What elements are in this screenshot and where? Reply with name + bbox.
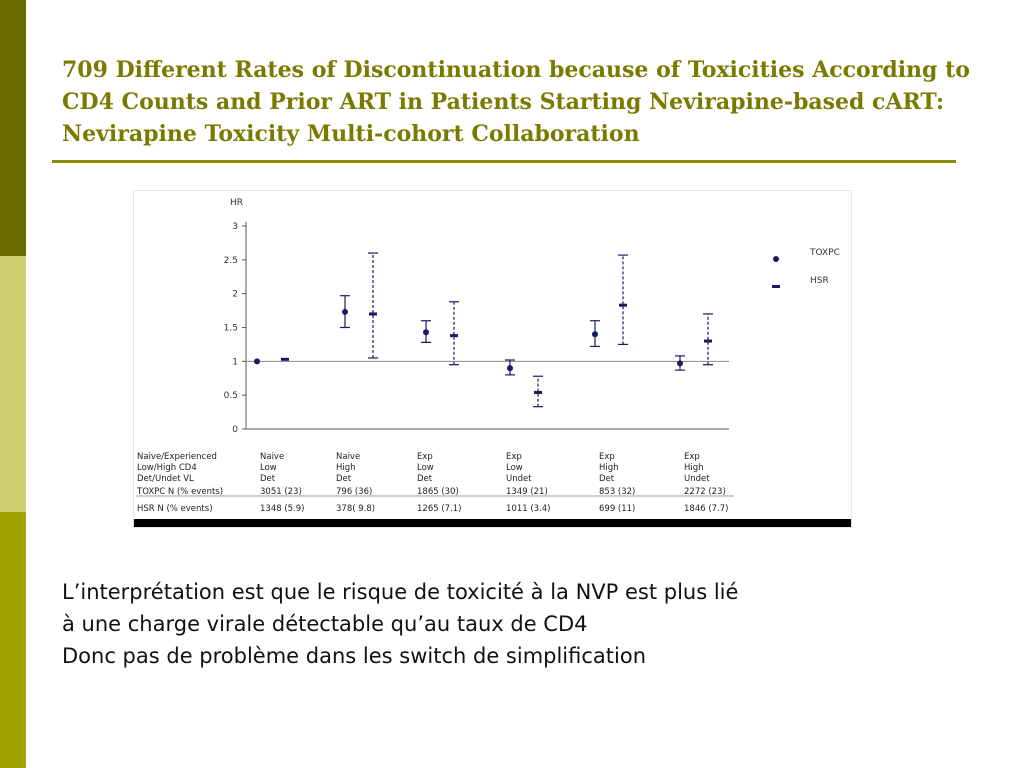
y-tick-label: 2 <box>232 289 238 300</box>
body-text <box>62 576 962 672</box>
table-cell: 853 (32) <box>599 487 636 497</box>
y-tick-label: 0 <box>232 425 238 435</box>
sidebar-band-top <box>0 0 26 256</box>
table-cell: 699 (11) <box>599 504 636 514</box>
table-cell: Exp <box>684 452 700 462</box>
y-tick-label: 1.5 <box>223 323 238 334</box>
toxpc-point <box>254 358 260 364</box>
y-axis-label: HR <box>230 198 244 208</box>
table-row-label: Det/Undet VL <box>137 474 194 484</box>
table-cell: 2272 (23) <box>684 487 726 497</box>
title-divider <box>52 160 956 163</box>
table-cell: Undet <box>684 474 710 484</box>
table-row-label: HSR N (% events) <box>137 504 213 514</box>
toxpc-point <box>507 365 513 371</box>
body-line-3: Donc pas de problème dans les switch de simplification <box>62 644 647 668</box>
table-cell: 1265 (7.1) <box>417 504 462 514</box>
table-row-label: Low/High CD4 <box>137 463 197 473</box>
y-tick-label: 1 <box>232 357 238 368</box>
table-cell: Low <box>260 463 277 473</box>
hsr-point <box>619 304 627 307</box>
body-line-1: L’interprétation est que le risque de toxicité à la NVP est plus lié <box>62 580 739 604</box>
legend-toxpc-label: TOXPC <box>810 248 840 258</box>
table-cell: 378( 9.8) <box>336 504 376 514</box>
sidebar-band-middle <box>0 256 26 512</box>
legend-hsr-label: HSR <box>810 276 829 286</box>
table-cell: High <box>599 463 619 473</box>
slide-title: 709 Different Rates of Discontinuation because of Toxicities According to CD4 Counts and Prior ART in Patients Starting Nevirapine-based cART: Nevirapine Toxicity Multi-cohort Collaboration <box>62 57 970 147</box>
table-cell: 1846 (7.7) <box>684 504 729 514</box>
table-cell: Det <box>417 474 433 484</box>
table-cell: Naive <box>260 452 285 462</box>
legend-hsr-marker <box>772 285 780 288</box>
hsr-point <box>281 358 289 361</box>
table-cell: Det <box>336 474 352 484</box>
table-cell: High <box>684 463 704 473</box>
body-line-2: à une charge virale détectable qu’au taux de CD4 <box>62 612 588 636</box>
toxpc-point <box>677 360 683 366</box>
table-cell: Exp <box>506 452 522 462</box>
table-row-label: Naive/Experienced <box>137 452 217 462</box>
table-cell: Det <box>260 474 276 484</box>
table-cell: 1011 (3.4) <box>506 504 551 514</box>
table-cell: Exp <box>417 452 433 462</box>
toxpc-point <box>592 331 598 337</box>
table-cell: 3051 (23) <box>260 487 302 497</box>
table-cell: Low <box>417 463 434 473</box>
table-cell: Naive <box>336 452 361 462</box>
table-cell: 796 (36) <box>336 487 373 497</box>
table-cell: Undet <box>506 474 532 484</box>
sidebar-band-bottom <box>0 512 26 768</box>
hsr-point <box>369 312 377 315</box>
figure-footer-bar <box>134 519 851 527</box>
table-cell: 1348 (5.9) <box>260 504 305 514</box>
y-tick-label: 0.5 <box>223 391 238 402</box>
toxpc-point <box>342 309 348 315</box>
table-cell: High <box>336 463 356 473</box>
hazard-ratio-figure <box>133 190 852 528</box>
table-cell: 1865 (30) <box>417 487 459 497</box>
table-cell: Det <box>599 474 615 484</box>
hsr-point <box>450 334 458 337</box>
hsr-point <box>704 340 712 343</box>
hazard-ratio-chart <box>134 191 851 519</box>
table-row-label: TOXPC N (% events) <box>137 487 224 497</box>
toxpc-point <box>423 329 429 335</box>
legend-toxpc-marker <box>773 256 779 262</box>
table-cell: 1349 (21) <box>506 487 548 497</box>
table-cell: Exp <box>599 452 615 462</box>
y-tick-label: 3 <box>232 222 238 232</box>
y-tick-label: 2.5 <box>223 255 238 266</box>
hsr-point <box>534 391 542 394</box>
table-cell: Low <box>506 463 523 473</box>
